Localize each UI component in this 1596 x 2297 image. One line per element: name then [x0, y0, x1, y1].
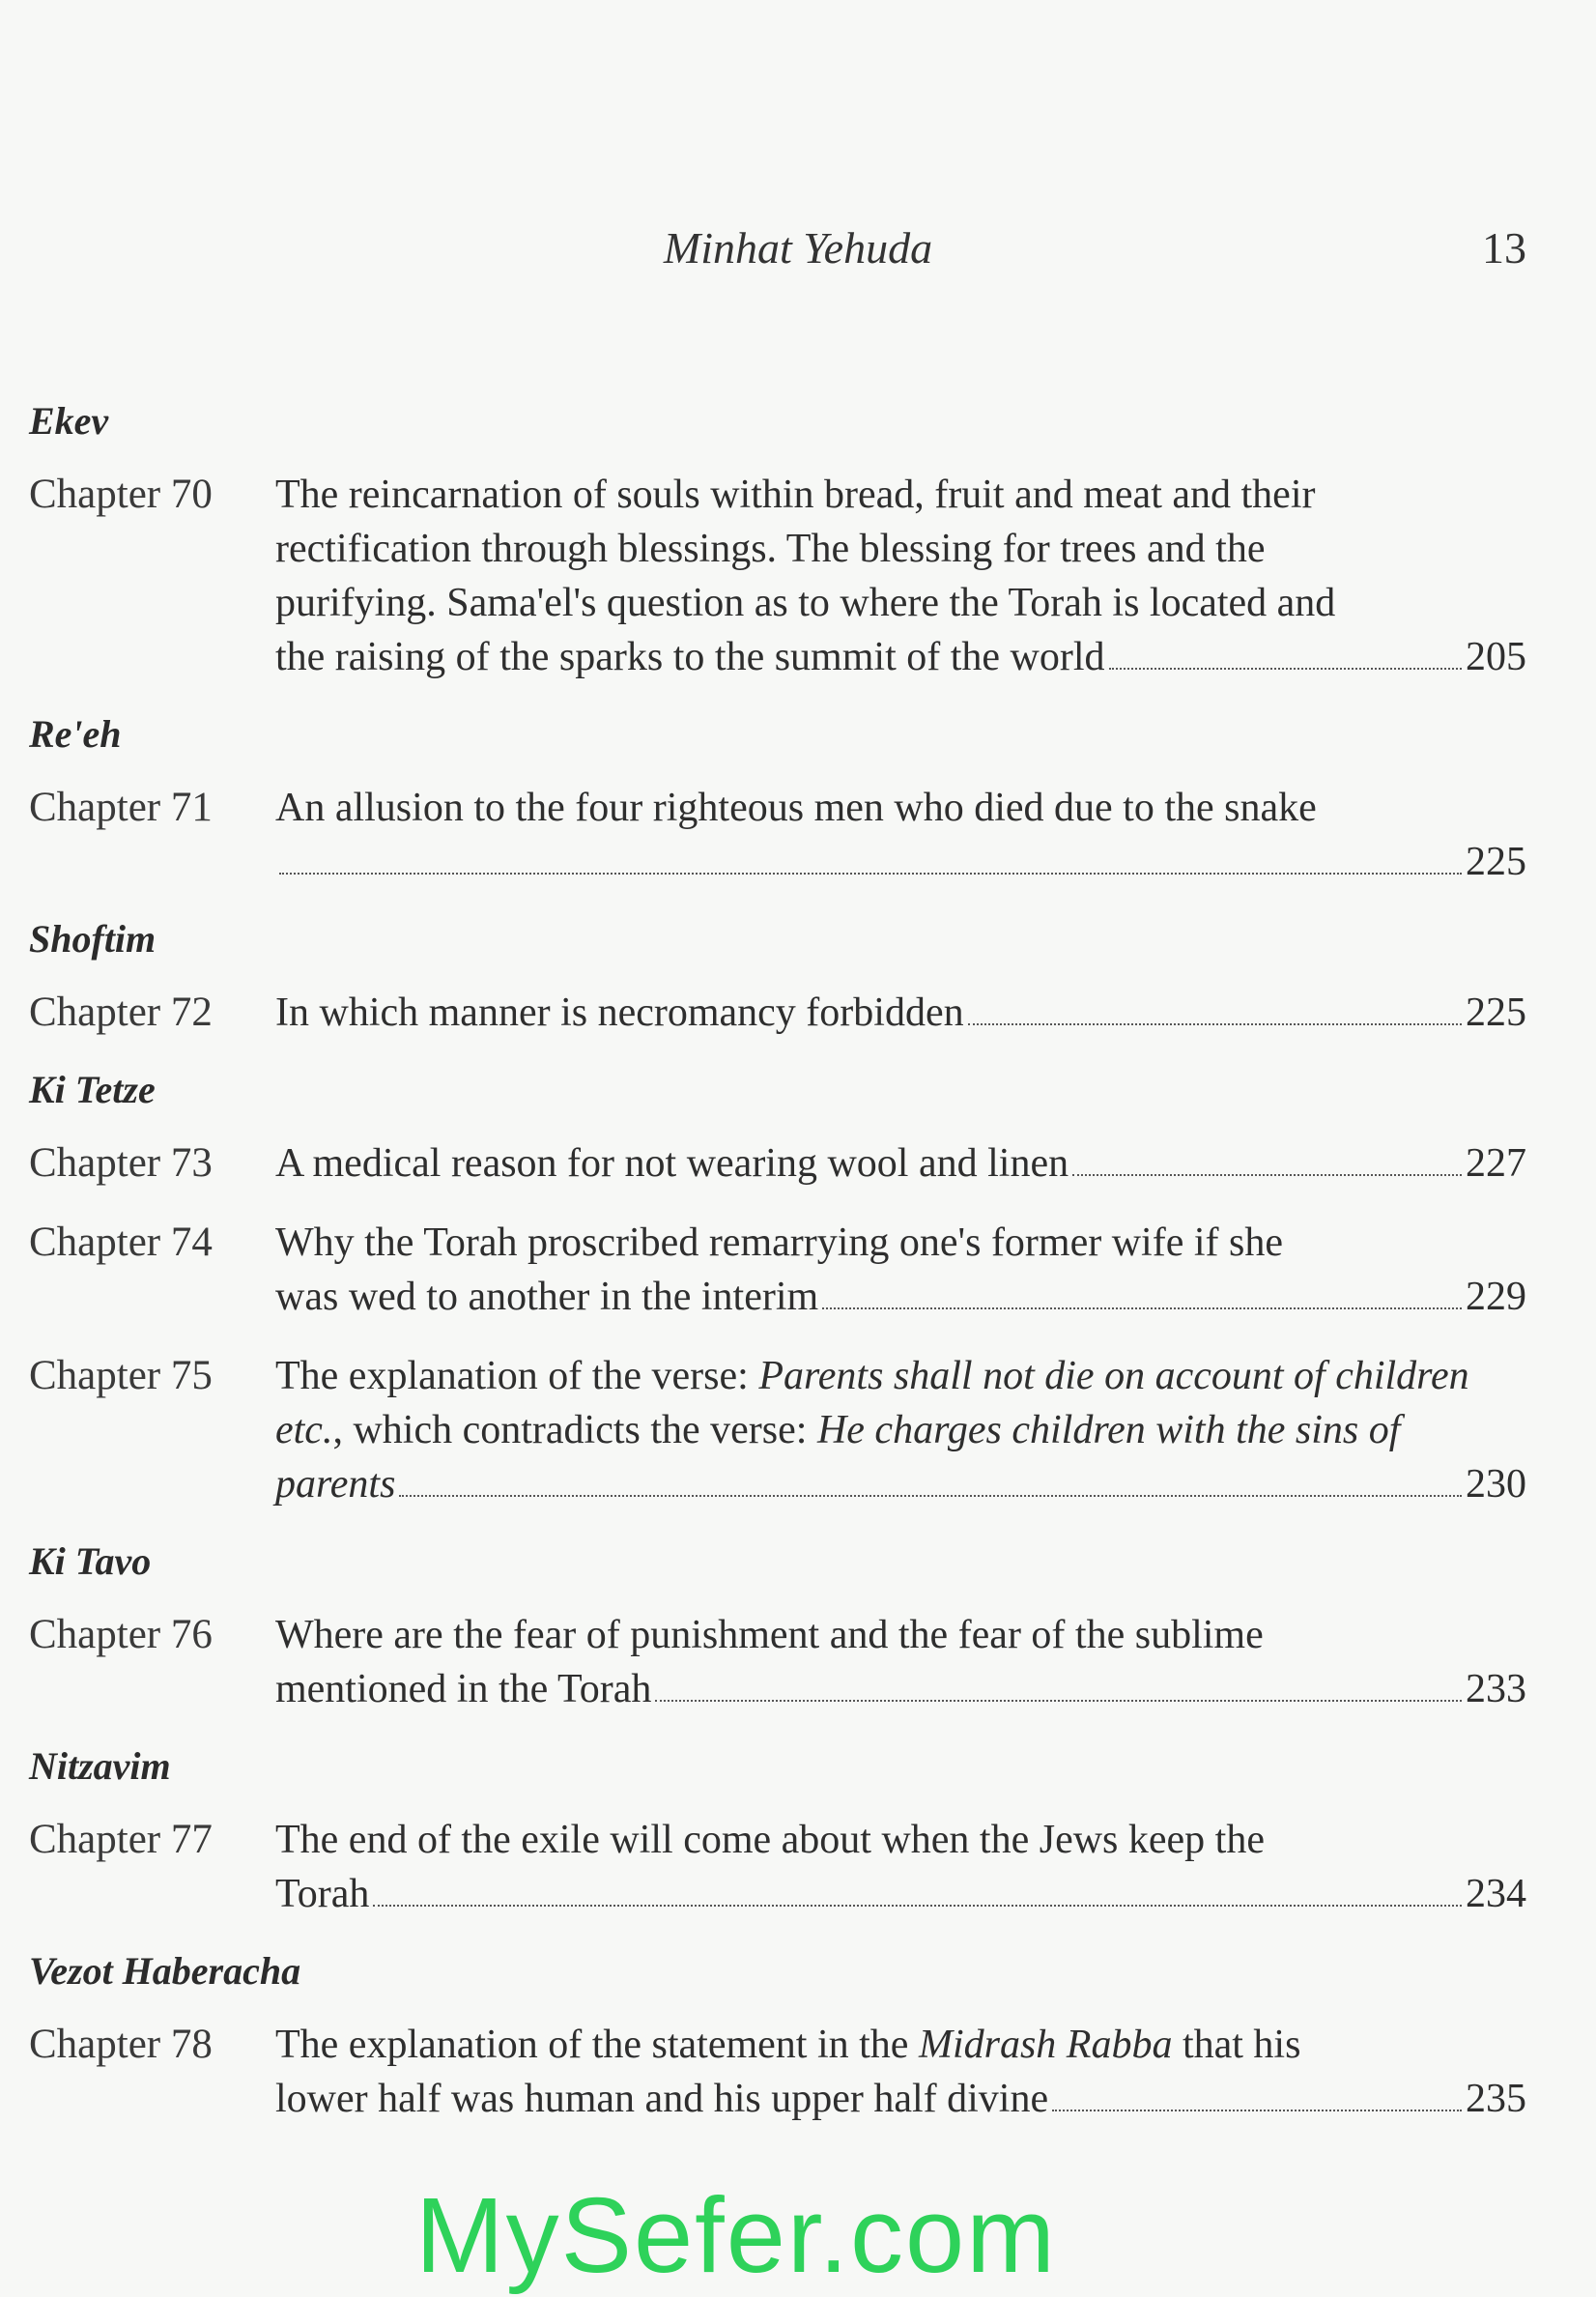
chapter-label: Chapter 74	[29, 1220, 213, 1265]
section-heading-nitzavim: Nitzavim	[29, 1744, 171, 1788]
section-heading-ekev: Ekev	[29, 399, 109, 443]
section-heading-ki-tetze: Ki Tetze	[29, 1068, 156, 1111]
section-heading-vezot-haberacha: Vezot Haberacha	[29, 1949, 301, 1993]
entry-title	[275, 1216, 1526, 1324]
source-title: Midrash Rabba	[918, 2023, 1173, 2067]
section-heading-reeh: Re'eh	[29, 712, 122, 756]
entry-page-number: 205	[1466, 635, 1526, 679]
running-title: Minhat Yehuda	[663, 223, 933, 273]
title-line: Why the Torah proscribed remarrying one's former wife if she	[275, 1220, 1283, 1265]
entry-page-number: 225	[1466, 991, 1526, 1035]
toc-entry-chapter-73	[29, 1136, 1526, 1191]
title-line: mentioned in the Torah	[275, 1667, 652, 1711]
title-line: lower half was human and his upper half divine	[275, 2077, 1049, 2121]
dot-leader	[399, 1495, 1462, 1497]
entry-page-number: 233	[1466, 1667, 1526, 1711]
title-line: Where are the fear of punishment and the fear of the sublime	[275, 1613, 1264, 1657]
toc-entry-chapter-77	[29, 1813, 1526, 1921]
title-line: The reincarnation of souls within bread, fruit and meat and their	[275, 473, 1316, 517]
toc-entry-chapter-70	[29, 468, 1526, 684]
section-heading-shoftim: Shoftim	[29, 917, 157, 961]
watermark: MySefer.com	[415, 2176, 1057, 2295]
title-line: In which manner is necromancy forbidden	[275, 991, 964, 1035]
page-number: 13	[1482, 223, 1526, 273]
entry-title	[275, 2018, 1526, 2126]
entry-title	[275, 1136, 1526, 1191]
entry-page-number: 234	[1466, 1872, 1526, 1916]
entry-title	[275, 468, 1526, 684]
entry-title	[275, 1349, 1526, 1511]
verse-quote: He charges children with the sins of	[816, 1408, 1401, 1452]
verse-quote: Parents shall not die on account of children	[758, 1354, 1469, 1398]
dot-leader	[373, 1905, 1462, 1907]
title-line: parents	[275, 1462, 396, 1507]
title-line: The end of the exile will come about when the Jews keep the	[275, 1818, 1265, 1862]
entry-title	[275, 986, 1526, 1040]
chapter-label: Chapter 72	[29, 990, 213, 1035]
title-line: The explanation of the verse: Parents shall not die on account of children	[275, 1354, 1469, 1398]
dot-leader	[655, 1700, 1462, 1702]
section-heading-ki-tavo: Ki Tavo	[29, 1539, 152, 1583]
toc-entry-chapter-74	[29, 1216, 1526, 1324]
entry-page-number: 227	[1466, 1141, 1526, 1186]
toc-entry-chapter-78	[29, 2018, 1526, 2126]
running-head	[0, 215, 1596, 282]
entry-page-number: 235	[1466, 2077, 1526, 2121]
title-line: An allusion to the four righteous men who died due to the snake	[275, 786, 1317, 830]
chapter-label: Chapter 73	[29, 1140, 213, 1186]
title-line: The explanation of the statement in the Midrash Rabba that his	[275, 2023, 1301, 2067]
title-line: rectification through blessings. The blessing for trees and the	[275, 527, 1266, 571]
title-line: was wed to another in the interim	[275, 1275, 819, 1319]
entry-page-number: 229	[1466, 1275, 1526, 1319]
toc-entry-chapter-75	[29, 1349, 1526, 1511]
title-line: purifying. Sama'el's question as to where the Torah is located and	[275, 581, 1336, 625]
chapter-label: Chapter 70	[29, 472, 213, 517]
chapter-label: Chapter 75	[29, 1353, 213, 1398]
entry-title	[275, 1608, 1526, 1716]
dot-leader	[279, 873, 1462, 875]
dot-leader	[1109, 668, 1462, 670]
chapter-label: Chapter 76	[29, 1612, 213, 1657]
entry-title	[275, 781, 1526, 889]
table-of-contents	[29, 396, 1526, 2151]
entry-title	[275, 1813, 1526, 1921]
title-line: A medical reason for not wearing wool and linen	[275, 1141, 1069, 1186]
chapter-label: Chapter 78	[29, 2022, 213, 2067]
title-line: the raising of the sparks to the summit of the world	[275, 635, 1105, 679]
title-line: Torah	[275, 1872, 370, 1916]
dot-leader	[822, 1307, 1462, 1309]
chapter-label: Chapter 77	[29, 1817, 213, 1862]
dot-leader	[1052, 2110, 1462, 2111]
toc-entry-chapter-76	[29, 1608, 1526, 1716]
title-line: etc., which contradicts the verse: He charges children with the sins of	[275, 1408, 1401, 1452]
entry-page-number: 225	[1466, 840, 1526, 884]
chapter-label: Chapter 71	[29, 785, 213, 830]
toc-entry-chapter-72	[29, 986, 1526, 1040]
dot-leader	[1072, 1174, 1462, 1176]
entry-page-number: 230	[1466, 1462, 1526, 1507]
dot-leader	[968, 1023, 1462, 1025]
toc-entry-chapter-71	[29, 781, 1526, 889]
